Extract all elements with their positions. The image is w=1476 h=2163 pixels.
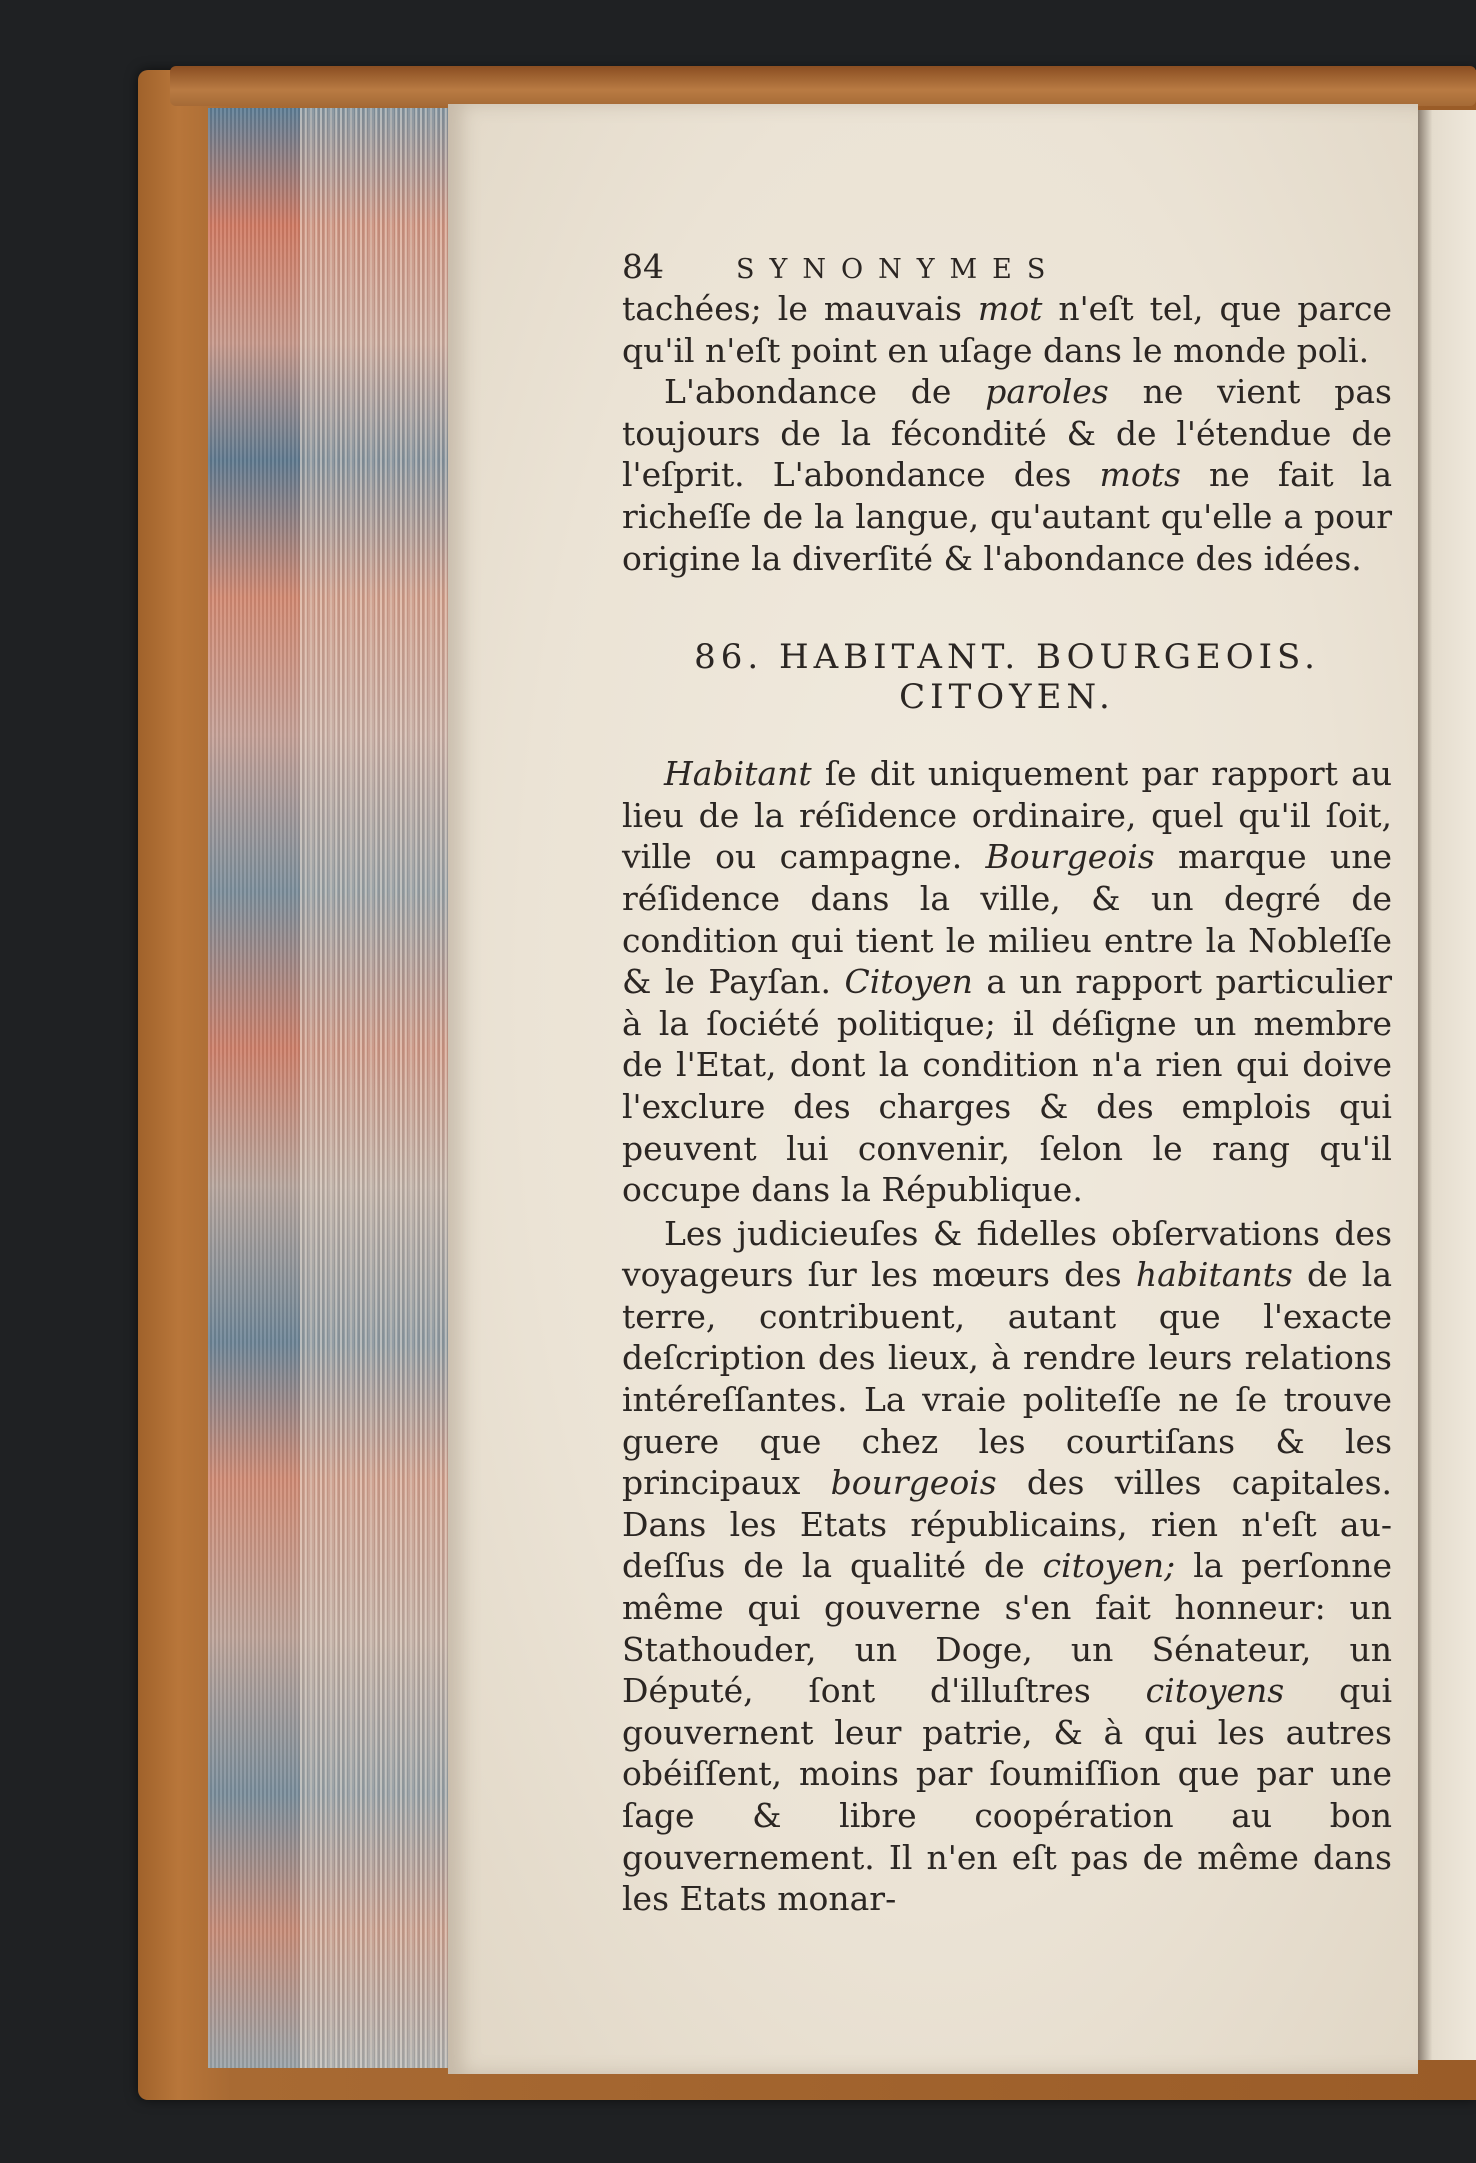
article-title-line-1: 86. HABITANT. BOURGEOIS. <box>694 637 1320 678</box>
page-number: 84 <box>622 247 664 286</box>
text-run: Les judicieuſes & fidelles obſervations des voyageurs ſur les mœurs des <box>622 1213 1392 1295</box>
page-header <box>622 246 1392 288</box>
text-run: marque une réſidence dans la ville, & un degré de condition qui tient le milieu entre la Nobleſſe & le Payſan. <box>622 837 1392 1002</box>
text-run: ſe dit uniquement par rapport au lieu de la réſidence ordinaire, quel qu'il ſoit, ville ou campagne. <box>622 754 1392 877</box>
italic-term: paroles <box>985 372 1109 412</box>
article-title <box>622 637 1392 717</box>
italic-term: habitants <box>1135 1255 1293 1295</box>
text-run: qui gouvernent leur patrie, & à qui les autres obéiſſent, moins par ſoumiſſion que par une ſage & libre coopération au bon gouvernement. Il n'en eſt pas de même dans les Etats monar- <box>622 1671 1392 1919</box>
italic-term: citoyens <box>1145 1671 1285 1711</box>
text-run: a un rapport particulier à la ſociété politique; il déſigne un membre de l'Etat, dont la condition n'a rien qui doive l'exclure des charges & des emplois qui peuvent lui convenir, ſelon le rang qu'il occupe dans la République. <box>622 962 1392 1210</box>
text-run: ne fait la richeſſe de la langue, qu'autant qu'elle a pour origine la diverſité & l'abondance des idées. <box>622 455 1392 578</box>
italic-term: mot <box>977 289 1043 328</box>
running-title: SYNONYMES <box>736 254 1061 285</box>
italic-term: citoyen; <box>1042 1546 1176 1586</box>
book-cover-top-edge <box>170 66 1476 106</box>
article-paragraph-usage <box>622 1213 1392 1920</box>
italic-term: mots <box>1099 455 1181 495</box>
page-text <box>622 246 1392 1920</box>
italic-term: Bourgeois <box>985 837 1155 877</box>
text-run: la perſonne même qui gouverne s'en fait honneur: un Stathouder, un Doge, un Sénateur, un Député, ſont d'illuſtres <box>622 1546 1392 1711</box>
italic-term: bourgeois <box>830 1463 997 1503</box>
page-edges-inner <box>300 108 448 2068</box>
article-title-line-2: CITOYEN. <box>899 677 1115 718</box>
continued-paragraph <box>622 288 1392 371</box>
text-run: n'eſt tel, que parce qu'il n'eſt point en uſage dans le monde poli. <box>622 289 1392 370</box>
article-paragraph-definitions <box>622 753 1392 1211</box>
text-run: tachées; le mauvais <box>622 289 978 328</box>
text-run: L'abondance de <box>664 372 986 412</box>
italic-term: Habitant <box>664 754 812 794</box>
text-run: des villes capitales. Dans les Etats républicains, rien n'eſt au-deſſus de la qualité de <box>622 1463 1392 1586</box>
paragraph-paroles-mots <box>622 371 1392 579</box>
facing-page-edge <box>1418 110 1476 2060</box>
italic-term: Citoyen <box>844 962 973 1002</box>
text-run: de la terre, contribuent, autant que l'exacte deſcription des lieux, à rendre leurs relations intéreſſantes. La vraie politeſſe ne ſe trouve guere que chez les courtiſans & les principaux <box>622 1255 1392 1503</box>
text-run: ne vient pas toujours de la fécondité & de l'étendue de l'eſprit. L'abondance des <box>622 372 1392 495</box>
